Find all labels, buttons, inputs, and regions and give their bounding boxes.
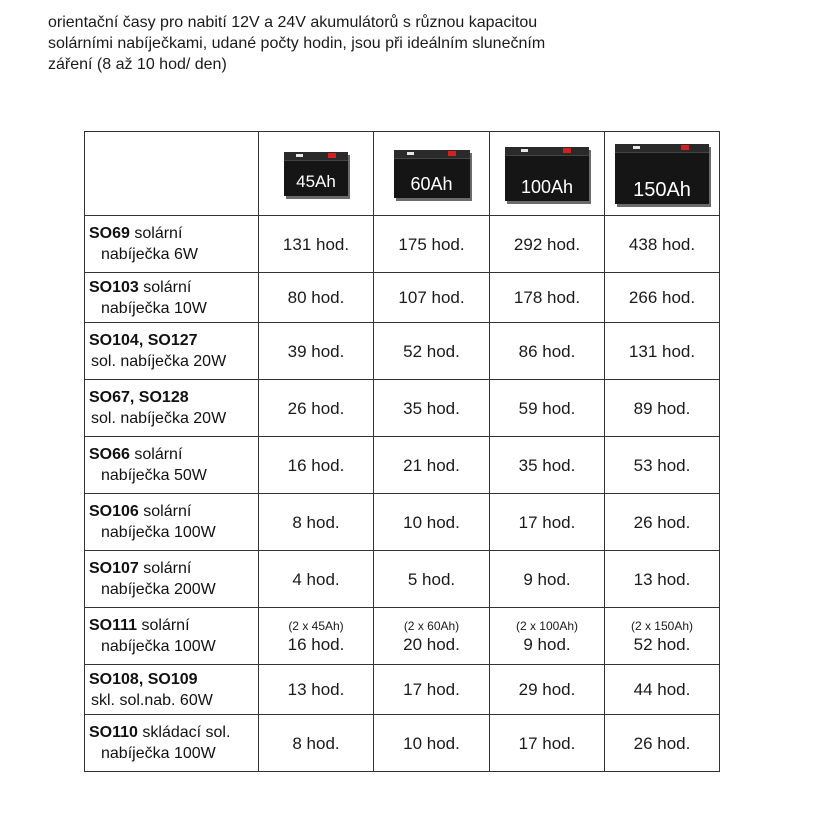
charge-time-cell: 4 hod. <box>259 551 374 608</box>
battery-icon <box>615 144 709 204</box>
charge-time-cell: (2 x 100Ah) 9 hod. <box>490 608 605 665</box>
charge-time-cell: 266 hod. <box>605 273 720 323</box>
charger-type: solární <box>129 225 183 242</box>
charger-type: solární <box>137 617 190 634</box>
battery-capacity-label: 150Ah <box>633 179 691 201</box>
battery-capacity-label: 60Ah <box>410 174 453 194</box>
charge-time-cell: 26 hod. <box>259 380 374 437</box>
battery-icon <box>284 152 348 196</box>
charger-label <box>85 494 259 551</box>
charger-description: nabíječka 100W <box>101 745 216 762</box>
charge-time-cell: 89 hod. <box>605 380 720 437</box>
charge-time-cell: 17 hod. <box>490 715 605 772</box>
charger-code: SO106 <box>89 503 139 520</box>
table-row <box>85 715 720 772</box>
charger-description: nabíječka 200W <box>101 581 216 598</box>
charge-time-cell: (2 x 45Ah) 16 hod. <box>259 608 374 665</box>
charger-code: SO103 <box>89 278 139 296</box>
charge-time-cell: 131 hod. <box>605 323 720 380</box>
header-battery-100 <box>490 132 605 216</box>
charge-time-cell: 17 hod. <box>490 494 605 551</box>
charge-time-cell: 80 hod. <box>259 273 374 323</box>
charge-time-cell: 29 hod. <box>490 665 605 715</box>
charge-time-cell: 438 hod. <box>605 216 720 273</box>
charger-code: SO104, SO127 <box>89 332 198 349</box>
charging-time-table <box>84 131 720 772</box>
battery-pair-note: (2 x 45Ah) <box>288 618 344 633</box>
charger-code: SO66 <box>89 446 130 463</box>
table-row <box>85 216 720 273</box>
charge-time-cell: (2 x 60Ah) 20 hod. <box>374 608 490 665</box>
charge-time-cell: 13 hod. <box>605 551 720 608</box>
table-row <box>85 608 720 665</box>
charger-description: nabíječka 100W <box>101 638 216 655</box>
charge-time-cell: (2 x 150Ah) 52 hod. <box>605 608 720 665</box>
table-row <box>85 380 720 437</box>
charge-time-cell: 21 hod. <box>374 437 490 494</box>
charger-type: solární <box>138 560 192 577</box>
charge-time-cell: 175 hod. <box>374 216 490 273</box>
charger-label <box>85 715 259 772</box>
charger-description: skl. sol.nab. 60W <box>91 691 213 709</box>
charge-time-cell: 39 hod. <box>259 323 374 380</box>
charge-time-cell: 5 hod. <box>374 551 490 608</box>
charge-time-cell: 53 hod. <box>605 437 720 494</box>
charger-description: nabíječka 50W <box>101 467 207 484</box>
header-battery-45 <box>259 132 374 216</box>
header-corner-cell <box>85 132 259 216</box>
charge-time-cell: 35 hod. <box>374 380 490 437</box>
table-header-row <box>85 132 720 216</box>
intro-line-1: orientační časy pro nabití 12V a 24V akumulátorů s různou kapacitou <box>48 14 538 31</box>
charge-time-cell: 107 hod. <box>374 273 490 323</box>
charger-label <box>85 665 259 715</box>
charge-time-cell: 26 hod. <box>605 494 720 551</box>
charge-time-cell: 131 hod. <box>259 216 374 273</box>
charge-time-cell: 13 hod. <box>259 665 374 715</box>
charger-description: nabíječka 6W <box>101 246 198 263</box>
table-row <box>85 323 720 380</box>
header-battery-150 <box>605 132 720 216</box>
charger-description: nabíječka 10W <box>101 299 207 317</box>
charger-type: solární <box>138 278 192 296</box>
charger-label <box>85 380 259 437</box>
charge-time-cell: 9 hod. <box>490 551 605 608</box>
charger-code: SO69 <box>89 225 130 242</box>
table-row <box>85 665 720 715</box>
charge-time-cell: 16 hod. <box>259 437 374 494</box>
table-row <box>85 551 720 608</box>
battery-icon <box>505 147 589 201</box>
battery-capacity-label: 100Ah <box>520 177 574 197</box>
battery-capacity-label: 45Ah <box>296 172 336 191</box>
charger-code: SO107 <box>89 560 139 577</box>
charge-time-cell: 44 hod. <box>605 665 720 715</box>
charge-time-cell: 8 hod. <box>259 715 374 772</box>
charger-label <box>85 216 259 273</box>
table-row <box>85 437 720 494</box>
charger-code: SO108, SO109 <box>89 670 198 688</box>
intro-text <box>48 12 688 75</box>
charge-time-cell: 292 hod. <box>490 216 605 273</box>
table-row <box>85 273 720 323</box>
charger-description: sol. nabíječka 20W <box>91 353 227 370</box>
charge-time-cell: 59 hod. <box>490 380 605 437</box>
intro-line-2: solárními nabíječkami, udané počty hodin, jsou při ideálním slunečním <box>48 35 546 52</box>
charge-time-cell: 26 hod. <box>605 715 720 772</box>
charger-label <box>85 273 259 323</box>
table-row <box>85 494 720 551</box>
charger-label <box>85 437 259 494</box>
battery-pair-note: (2 x 150Ah) <box>630 618 694 633</box>
charger-code: SO111 <box>89 617 138 634</box>
charger-type: solární <box>138 503 192 520</box>
battery-icon <box>394 150 470 198</box>
charge-time-cell: 35 hod. <box>490 437 605 494</box>
charger-label <box>85 323 259 380</box>
charge-time-cell: 10 hod. <box>374 494 490 551</box>
battery-pair-note: (2 x 60Ah) <box>403 618 460 633</box>
charger-label <box>85 608 259 665</box>
charge-time-cell: 10 hod. <box>374 715 490 772</box>
charge-time-cell: 86 hod. <box>490 323 605 380</box>
charger-description: sol. nabíječka 20W <box>91 410 227 427</box>
charger-label <box>85 551 259 608</box>
charger-code: SO110 <box>89 724 138 741</box>
battery-pair-note: (2 x 100Ah) <box>515 618 579 633</box>
charge-time-cell: 52 hod. <box>374 323 490 380</box>
charger-type: skládací sol. <box>137 724 231 741</box>
charger-description: nabíječka 100W <box>101 524 216 541</box>
charge-time-cell: 178 hod. <box>490 273 605 323</box>
charger-type: solární <box>129 446 183 463</box>
charge-time-cell: 17 hod. <box>374 665 490 715</box>
intro-line-3: záření (8 až 10 hod/ den) <box>48 56 227 73</box>
charger-code: SO67, SO128 <box>89 389 189 406</box>
charge-time-cell: 8 hod. <box>259 494 374 551</box>
header-battery-60 <box>374 132 490 216</box>
